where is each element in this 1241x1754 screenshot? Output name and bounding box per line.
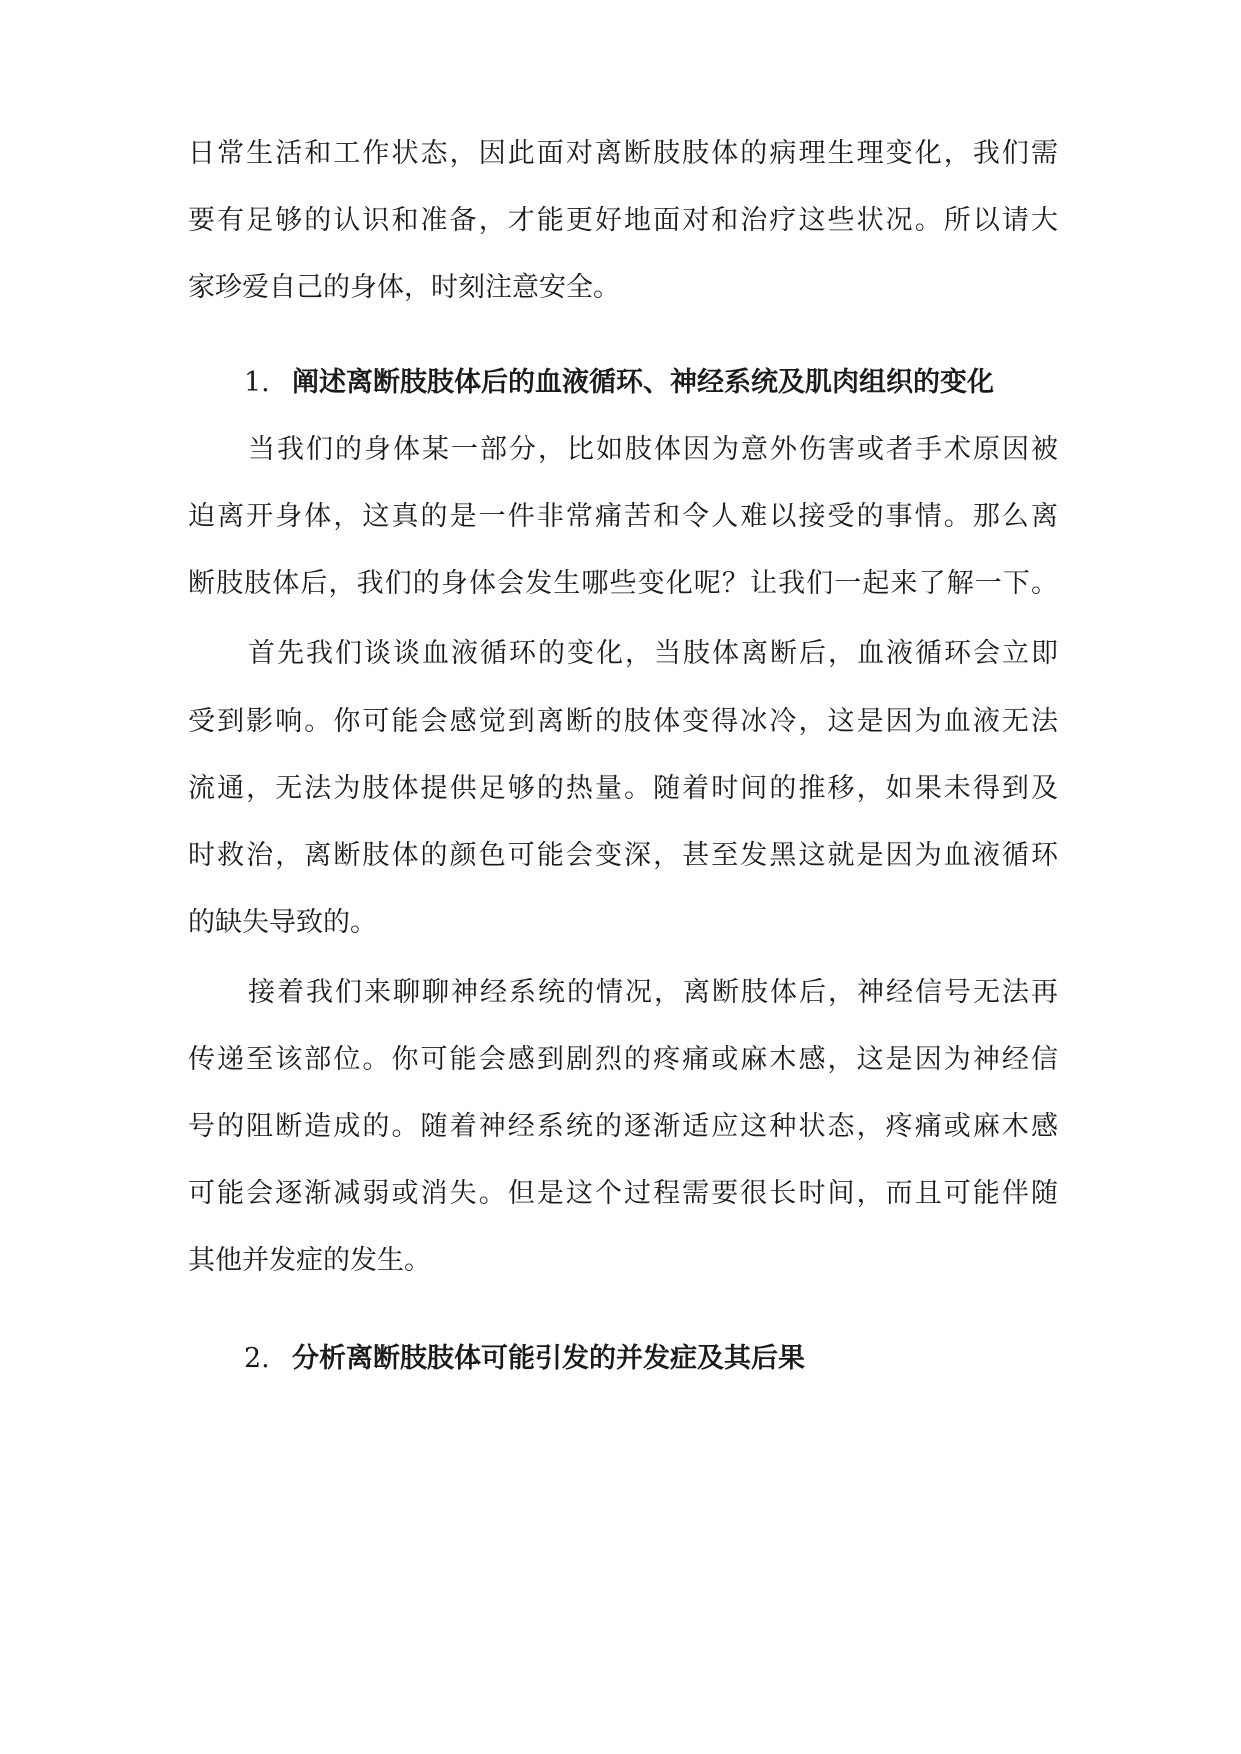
s1-p1-line-1: 当我们的身体某一部分，比如肢体因为意外伤害或者手术原因被: [248, 434, 1058, 465]
section-2-heading: [244, 1339, 805, 1379]
section-1-heading: [244, 363, 994, 403]
s1-p2-line-5: 的缺失导致的。: [188, 907, 377, 938]
s1-p3-line-4: 可能会逐渐减弱或消失。但是这个过程需要很长时间，而且可能伴随: [188, 1178, 1058, 1209]
section-2-number: 2.: [244, 1343, 270, 1374]
s1-p2-line-2: 受到影响。你可能会感觉到离断的肢体变得冰冷，这是因为血液无法: [188, 706, 1058, 737]
intro-line-1: 日常生活和工作状态，因此面对离断肢肢体的病理生理变化，我们需: [188, 138, 1058, 169]
intro-line-3: 家珍爱自己的身体，时刻注意安全。: [188, 272, 620, 303]
s1-p3-line-1: 接着我们来聊聊神经系统的情况，离断肢体后，神经信号无法再: [248, 977, 1058, 1008]
s1-p2-line-1: 首先我们谈谈血液循环的变化，当肢体离断后，血液循环会立即: [248, 638, 1058, 669]
s1-p2-line-4: 时救治，离断肢体的颜色可能会变深，甚至发黑这就是因为血液循环: [188, 840, 1058, 871]
s1-p1-line-2: 迫离开身体，这真的是一件非常痛苦和令人难以接受的事情。那么离: [188, 501, 1058, 532]
section-2-title: 分析离断肢肢体可能引发的并发症及其后果: [292, 1343, 805, 1374]
s1-p3-line-5: 其他并发症的发生。: [188, 1245, 431, 1276]
section-1-title: 阐述离断肢肢体后的血液循环、神经系统及肌肉组织的变化: [292, 367, 994, 398]
intro-line-2: 要有足够的认识和准备，才能更好地面对和治疗这些状况。所以请大: [188, 205, 1058, 236]
s1-p1-line-3: 断肢肢体后，我们的身体会发生哪些变化呢？让我们一起来了解一下。: [188, 568, 1058, 599]
s1-p3-line-3: 号的阻断造成的。随着神经系统的逐渐适应这种状态，疼痛或麻木感: [188, 1111, 1058, 1142]
s1-p3-line-2: 传递至该部位。你可能会感到剧烈的疼痛或麻木感，这是因为神经信: [188, 1044, 1058, 1075]
section-1-number: 1.: [244, 367, 270, 398]
s1-p2-line-3: 流通，无法为肢体提供足够的热量。随着时间的推移，如果未得到及: [188, 773, 1058, 804]
